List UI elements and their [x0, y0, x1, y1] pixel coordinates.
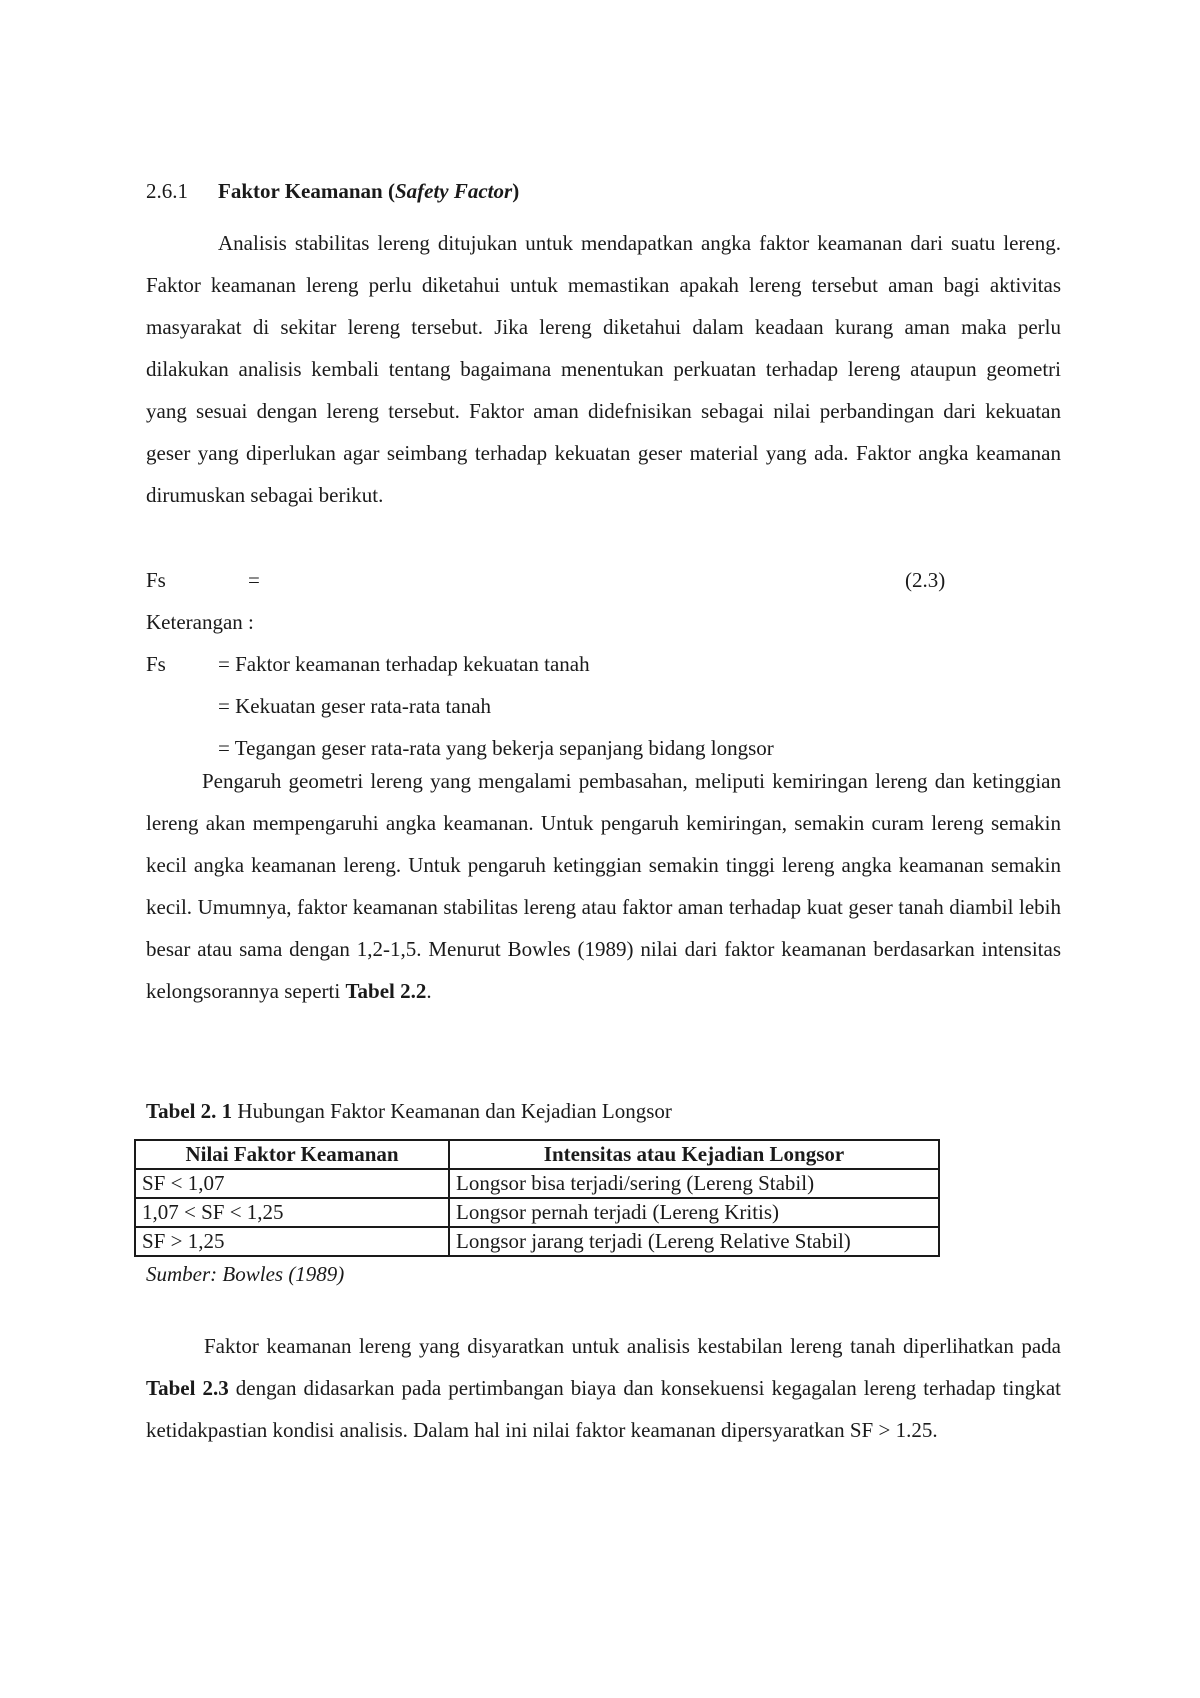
table-header-row: [135, 1140, 939, 1169]
paragraph-geometry: [146, 760, 1061, 1012]
table-header-cell: Nilai Faktor Keamanan: [135, 1140, 449, 1169]
table-cell: Longsor jarang terjadi (Lereng Relative Stabil): [449, 1227, 939, 1256]
keterangan-label: Keterangan :: [146, 610, 254, 634]
definition-shear-strength: = Kekuatan geser rata-rata tanah: [218, 694, 492, 718]
table-reference: Tabel 2.3: [146, 1376, 229, 1400]
table-row: [135, 1198, 939, 1227]
paragraph-intro: [146, 222, 1061, 516]
table-header-cell: Intensitas atau Kejadian Longsor: [449, 1140, 939, 1169]
paragraph-intro-text: Analisis stabilitas lereng ditujukan untuk mendapatkan angka faktor keamanan dari suatu lereng. Faktor keamanan lereng perlu diketahui untuk memastikan apakah lereng tersebut aman bagi aktivitas masyarakat di sekitar lereng tersebut. Jika lereng diketahui dalam keadaan kurang aman maka perlu dilakukan analisis kembali tentang bagaimana menentukan perkuatan terhadap lereng ataupun geometri yang sesuai dengan lereng tersebut. Faktor aman didefnisikan sebagai nilai perbandingan dari kekuatan geser yang diperlukan agar seimbang terhadap kekuatan geser material yang ada. Faktor angka keamanan dirumuskan sebagai berikut.: [146, 231, 1061, 507]
formula-number: (2.3): [905, 568, 946, 592]
table-caption: [146, 1099, 672, 1124]
table-row: [135, 1169, 939, 1198]
section-title-italic: Safety Factor: [394, 179, 513, 203]
table-cell: 1,07 < SF < 1,25: [135, 1198, 449, 1227]
definition-text: = Faktor keamanan terhadap kekuatan tanah: [218, 652, 590, 676]
safety-factor-table: [134, 1139, 940, 1257]
table-row: [135, 1227, 939, 1256]
section-heading: [146, 179, 519, 204]
table-source: Sumber: Bowles (1989): [146, 1262, 345, 1286]
section-number: 2.6.1: [146, 179, 188, 203]
definition-shear-stress: = Tegangan geser rata-rata yang bekerja sepanjang bidang longsor: [218, 736, 774, 760]
table-cell: SF < 1,07: [135, 1169, 449, 1198]
formula-equals: =: [248, 568, 260, 592]
table-cell: SF > 1,25: [135, 1227, 449, 1256]
section-title: Faktor Keamanan (Safety Factor): [218, 179, 520, 203]
definition-fs: [146, 652, 590, 677]
table-caption-label: Tabel 2. 1: [146, 1099, 233, 1123]
paragraph-geometry-text: Pengaruh geometri lereng yang mengalami pembasahan, meliputi kemiringan lereng dan ketinggian lereng akan mempengaruhi angka keamanan. Untuk pengaruh kemiringan, semakin curam lereng semakin kecil angka keamanan lereng. Untuk pengaruh ketinggian semakin tinggi lereng angka keamanan semakin kecil. Umumnya, faktor keamanan stabilitas lereng atau faktor aman terhadap kuat geser tanah diambil lebih besar atau sama dengan 1,2-1,5. Menurut Bowles (1989) nilai dari faktor keamanan berdasarkan intensitas kelongsorannya seperti Tabel 2.2.: [146, 769, 1061, 1003]
table-reference: Tabel 2.2: [345, 979, 427, 1003]
table-caption-text: Hubungan Faktor Keamanan dan Kejadian Longsor: [232, 1099, 672, 1123]
paragraph-requirement-text: Faktor keamanan lereng yang disyaratkan untuk analisis kestabilan lereng tanah diperlihatkan pada Tabel 2.3 dengan didasarkan pada pertimbangan biaya dan konsekuensi kegagalan lereng terhadap tingkat ketidakpastian kondisi analisis. Dalam hal ini nilai faktor keamanan dipersyaratkan SF > 1.25.: [146, 1334, 1061, 1442]
formula-lhs: Fs: [146, 568, 166, 592]
table-cell: Longsor bisa terjadi/sering (Lereng Stabil): [449, 1169, 939, 1198]
definition-symbol: Fs: [146, 652, 166, 676]
table-cell: Longsor pernah terjadi (Lereng Kritis): [449, 1198, 939, 1227]
paragraph-requirement: [146, 1325, 1061, 1451]
